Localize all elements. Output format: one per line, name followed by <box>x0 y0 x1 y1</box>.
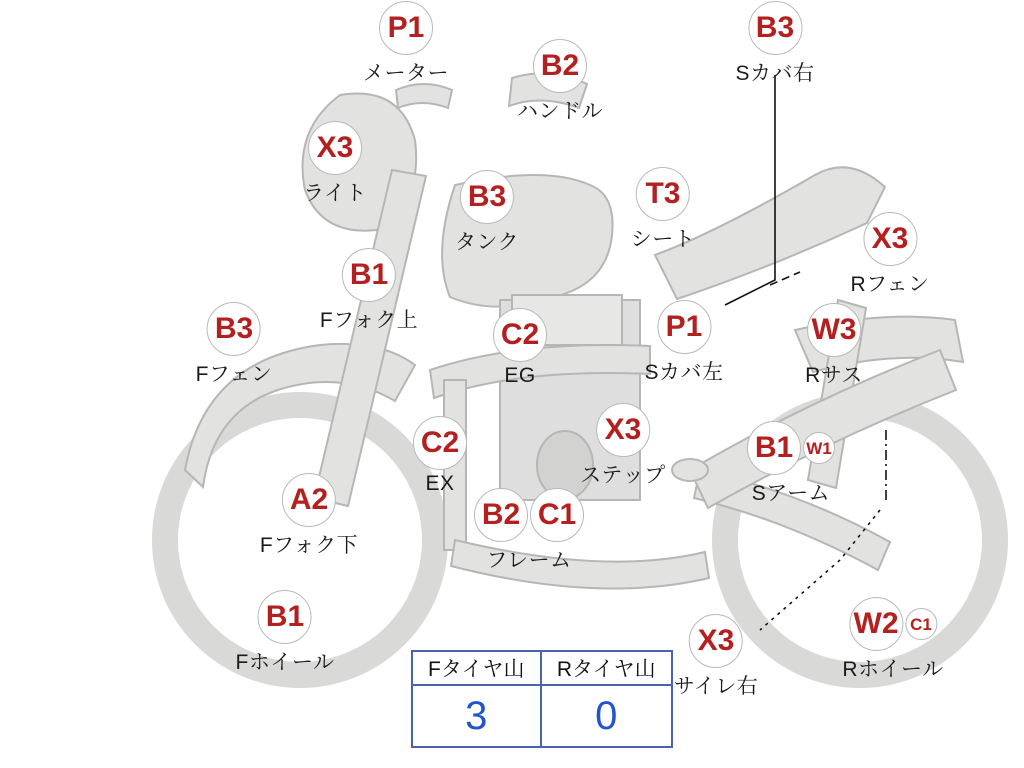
marker-label: Fホイール <box>235 651 335 674</box>
marker-front-fork-upper[interactable] <box>320 248 418 334</box>
marker-step[interactable] <box>580 403 666 489</box>
marker-code: W2 <box>849 597 903 651</box>
marker-label: フレーム <box>486 549 572 572</box>
marker-code: X3 <box>689 614 743 668</box>
marker-swingarm[interactable] <box>747 421 835 507</box>
marker-label: サイレ右 <box>673 675 759 698</box>
marker-code: X3 <box>596 403 650 457</box>
marker-label: Fフォク上 <box>319 309 419 332</box>
marker-label: Rホイール <box>842 658 944 681</box>
marker-engine[interactable] <box>493 308 547 388</box>
marker-front-fork-lower[interactable] <box>260 473 358 559</box>
marker-code: B2 <box>474 488 528 542</box>
marker-light[interactable] <box>303 121 367 207</box>
marker-seat[interactable] <box>631 167 696 253</box>
marker-code: C2 <box>493 308 547 362</box>
marker-label: ハンドル <box>517 100 603 123</box>
marker-code: W3 <box>807 303 861 357</box>
table-row <box>412 685 672 747</box>
marker-tank[interactable] <box>455 170 519 256</box>
marker-label: Rサス <box>805 364 863 387</box>
marker-code: B3 <box>460 170 514 224</box>
marker-code: B2 <box>533 39 587 93</box>
marker-label: EG <box>504 364 536 387</box>
marker-code: B3 <box>207 302 261 356</box>
marker-code-secondary: C1 <box>905 608 937 640</box>
marker-label: Sアーム <box>751 482 831 505</box>
marker-side-cover-left[interactable] <box>644 300 723 386</box>
marker-label: ステップ <box>580 464 666 487</box>
marker-label: Sカバ右 <box>735 62 815 85</box>
front-tyre-value: 3 <box>412 685 541 747</box>
marker-label: シート <box>630 228 696 251</box>
marker-rear-fender[interactable] <box>850 212 929 298</box>
marker-label: Fフォク下 <box>259 534 359 557</box>
marker-code: T3 <box>636 167 690 221</box>
rear-tyre-header: Rタイヤ山 <box>541 651 673 685</box>
marker-code: A2 <box>282 473 336 527</box>
marker-label: Fフェン <box>195 363 273 386</box>
marker-code: C2 <box>413 416 467 470</box>
tyre-tread-table <box>411 650 673 748</box>
marker-front-fender[interactable] <box>196 302 273 388</box>
rear-tyre-value: 0 <box>541 685 673 747</box>
marker-side-cover-right[interactable] <box>735 1 814 87</box>
marker-silencer-right[interactable] <box>674 614 759 700</box>
marker-frame[interactable] <box>474 488 584 574</box>
marker-code: X3 <box>863 212 917 266</box>
marker-code-secondary: C1 <box>530 488 584 542</box>
table-header-row <box>412 651 672 685</box>
marker-label: Rフェン <box>850 273 930 296</box>
marker-code: B3 <box>748 1 802 55</box>
marker-handlebar[interactable] <box>517 39 603 125</box>
marker-front-wheel[interactable] <box>236 590 335 676</box>
marker-code: B1 <box>258 590 312 644</box>
marker-label: メーター <box>363 62 449 85</box>
marker-code: P1 <box>379 1 433 55</box>
marker-code: P1 <box>657 300 711 354</box>
marker-code-secondary: W1 <box>803 432 835 464</box>
marker-code: B1 <box>747 421 801 475</box>
front-tyre-header: Fタイヤ山 <box>412 651 541 685</box>
marker-label: Sカバ左 <box>644 361 724 384</box>
marker-label: EX <box>425 472 455 495</box>
marker-label: ライト <box>303 182 367 205</box>
marker-label: タンク <box>454 231 520 254</box>
marker-rear-suspension[interactable] <box>805 303 863 389</box>
marker-rear-wheel[interactable] <box>842 597 943 683</box>
marker-code: X3 <box>308 121 362 175</box>
marker-code: B1 <box>342 248 396 302</box>
marker-meter[interactable] <box>363 1 449 87</box>
marker-exhaust[interactable] <box>413 416 467 496</box>
